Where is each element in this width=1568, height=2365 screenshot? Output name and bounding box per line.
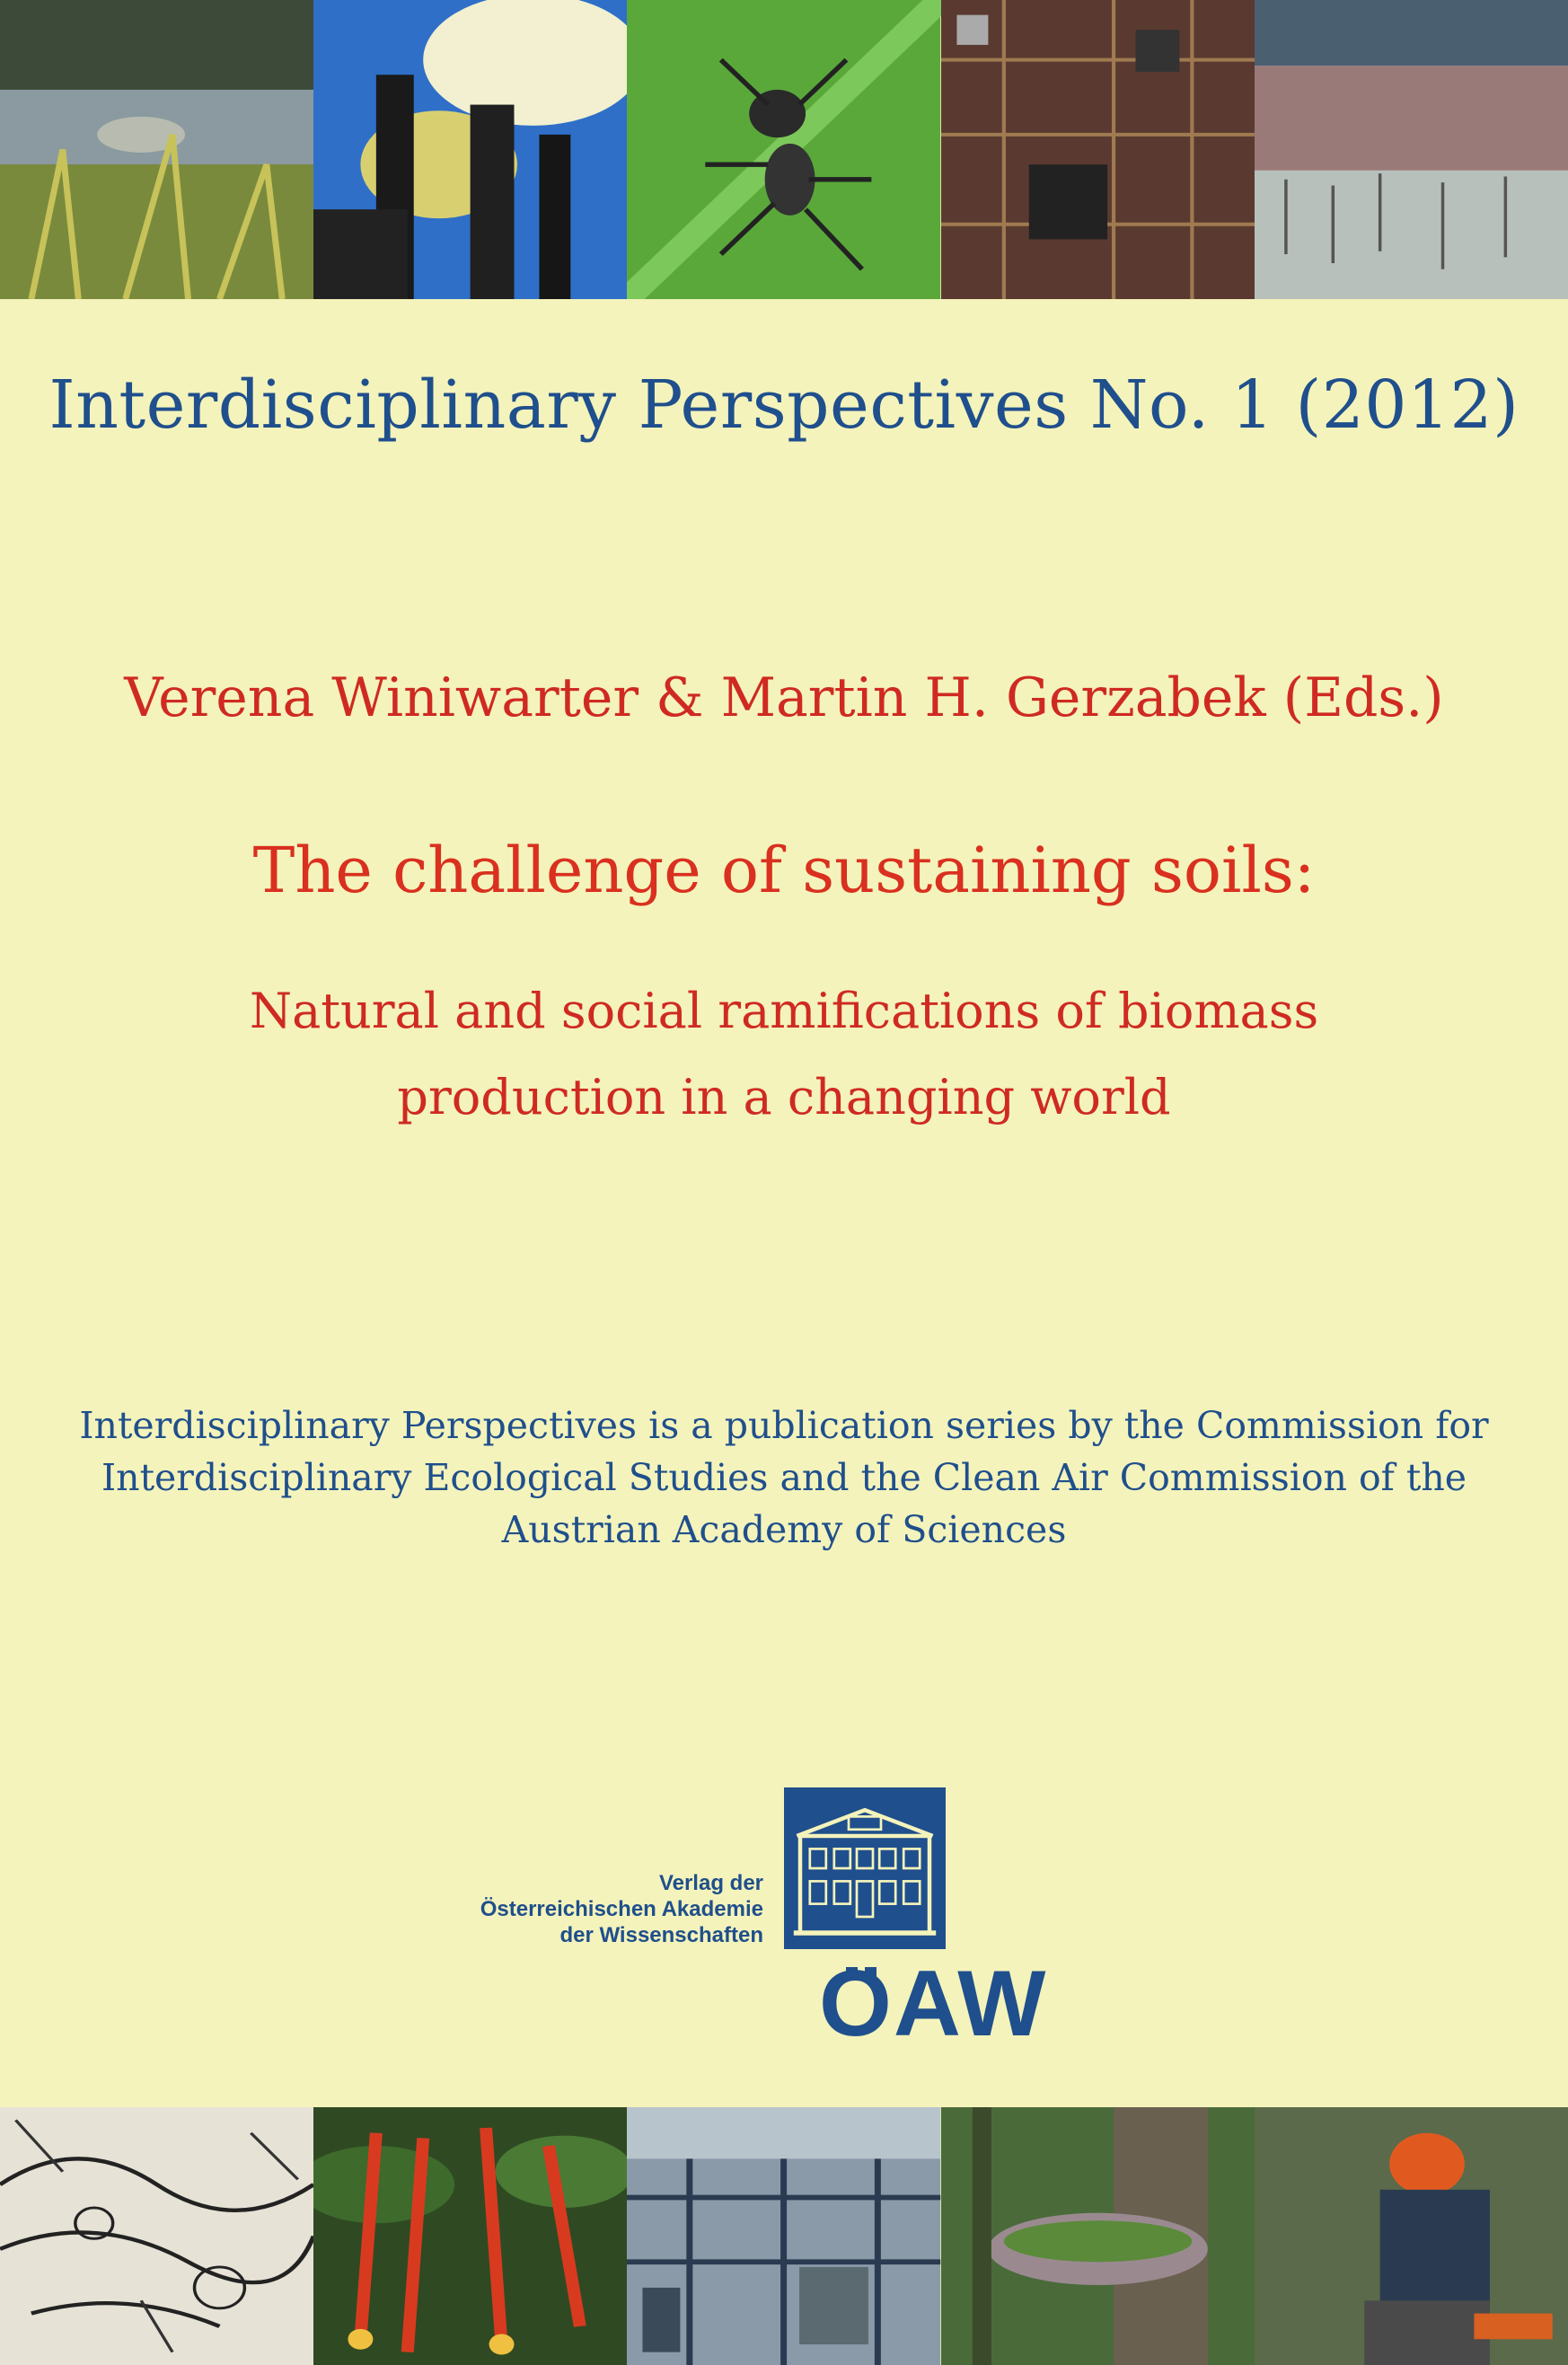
series-description [0, 1399, 1568, 1556]
publisher-line: der Wissenschaften [559, 1923, 763, 1947]
publisher-line: Österreichischen Akademie [480, 1897, 763, 1921]
ant-on-leaf-photo [627, 0, 940, 299]
series-description-line: Austrian Academy of Sciences [501, 1508, 1067, 1551]
oaw-logo-text: OAW [819, 1952, 1048, 2056]
top-photo-strip [0, 0, 1568, 299]
red-flowers-photo [313, 2107, 627, 2365]
book-title: The challenge of sustaining soils: [252, 834, 1316, 907]
bottom-photo-strip [0, 2107, 1568, 2365]
smokestacks-photo [313, 0, 627, 299]
tree-fungus-photo [941, 2107, 1255, 2365]
book-subtitle [0, 968, 1568, 1141]
academy-building-logo [784, 1787, 946, 1949]
circuit-board-photo [941, 0, 1255, 299]
editors: Verena Winiwarter & Martin H. Gerzabek (Eds.) [124, 666, 1444, 729]
industrial-plant-photo [627, 2107, 940, 2365]
subtitle-line: Natural and social ramifications of biomass [249, 983, 1319, 1039]
series-description-line: Interdisciplinary Ecological Studies and the Clean Air Commission of the [101, 1456, 1467, 1499]
series-description-line: Interdisciplinary Perspectives is a publication series by the Commission for [79, 1404, 1489, 1447]
woodcut-illustration [0, 2107, 313, 2365]
river-grass-photo [0, 0, 313, 299]
publisher-line: Verlag der [658, 1871, 763, 1895]
flamingos-photo [1255, 0, 1568, 299]
publisher-name [411, 1870, 763, 1948]
forester-chainsaw-photo [1255, 2107, 1568, 2365]
series-title: Interdisciplinary Perspectives No. 1 (2012) [48, 366, 1520, 444]
subtitle-line: production in a changing world [397, 1069, 1171, 1125]
